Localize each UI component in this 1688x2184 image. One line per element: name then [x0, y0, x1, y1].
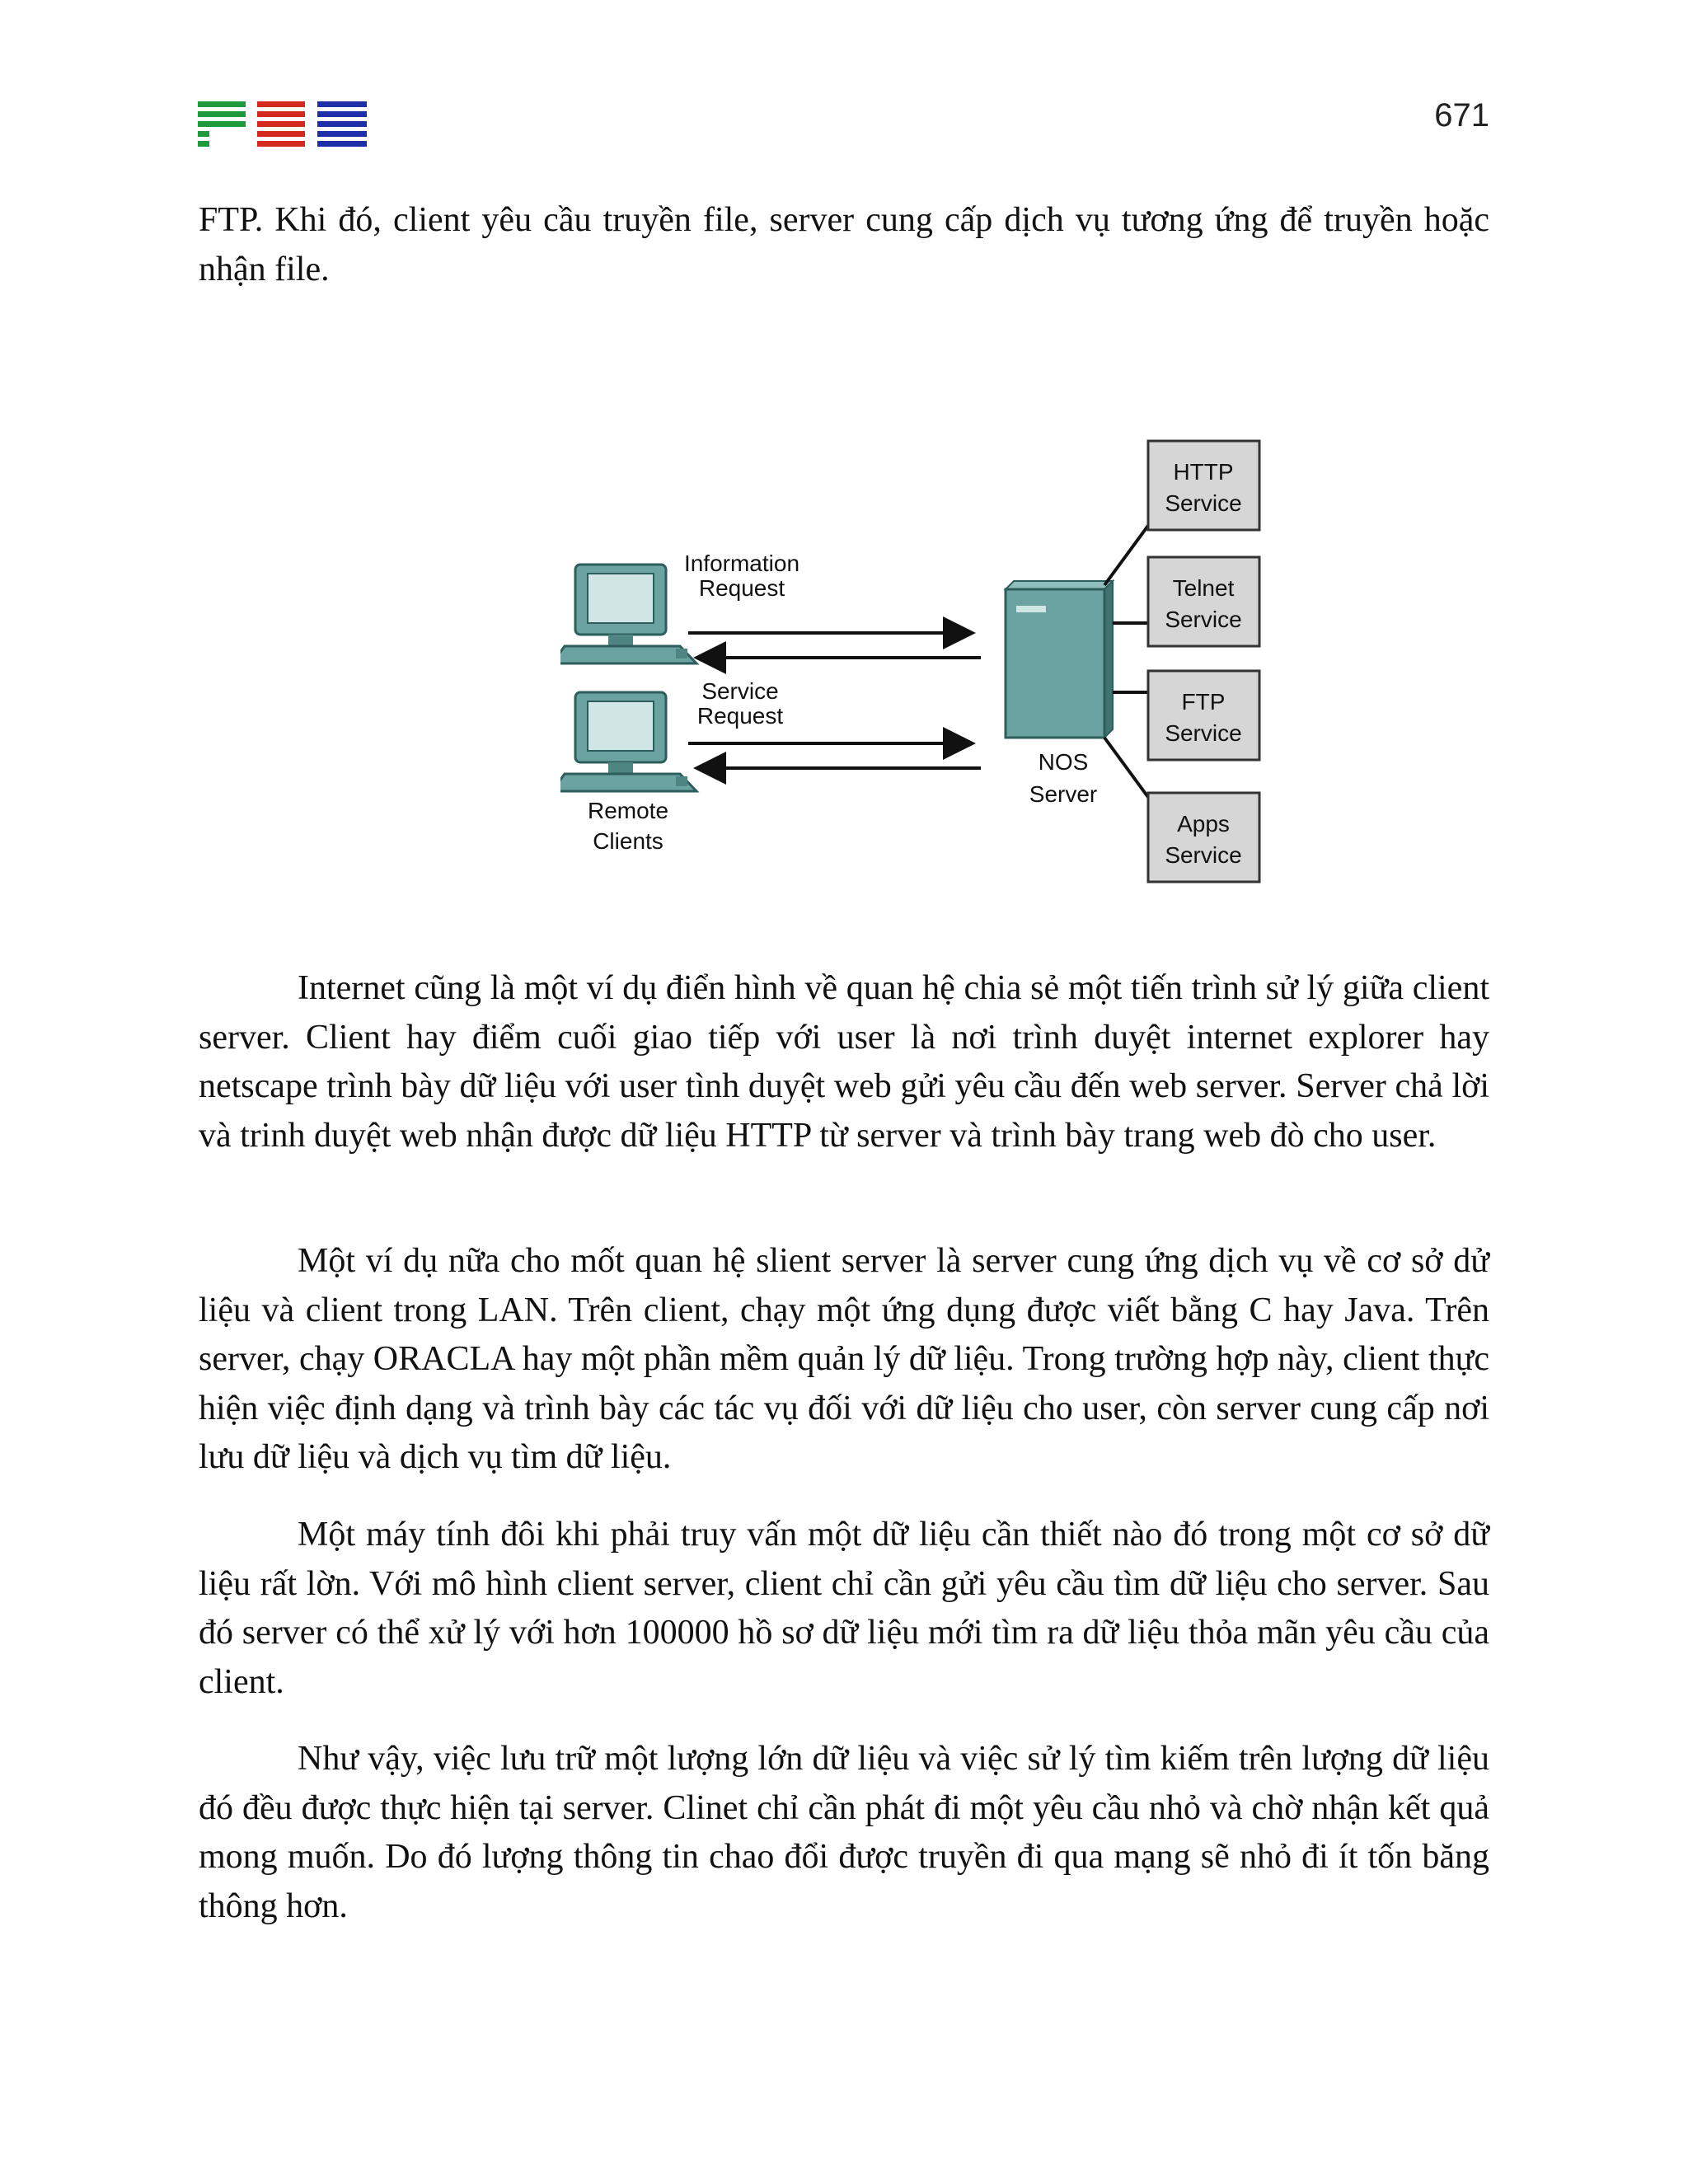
info-request-label: Information: [683, 551, 800, 576]
client-computer-icon: [560, 692, 696, 791]
svg-text:Service: Service: [1165, 607, 1242, 632]
svg-text:FTP: FTP: [1181, 689, 1226, 715]
pnh-logo: [198, 101, 367, 147]
service-request-label: Request: [696, 703, 784, 729]
paragraph-continuation: FTP. Khi đó, client yêu cầu truyền file, server cung cấp dịch vụ tương ứng để truyền hoặc nhận file.: [199, 201, 1489, 288]
ftp-service-box: [1148, 671, 1259, 760]
client-server-diagram: [560, 437, 1269, 890]
info-request-label: Request: [698, 575, 785, 601]
nos-server-label: Server: [1029, 781, 1098, 807]
apps-service-box: [1148, 793, 1259, 882]
svg-text:Apps: Apps: [1177, 811, 1230, 837]
svg-text:Service: Service: [1165, 842, 1242, 868]
svg-text:Service: Service: [1165, 490, 1242, 516]
paragraph-query: Một máy tính đôi khi phải truy vấn một dữ liệu cần thiết nào đó trong một cơ sở dữ liệu rất lờn. Với mô hình client server, client chỉ cần gửi yêu cầu tìm dữ liệu cho server. Sau đó server có thể xử lý với hơn 100000 hồ sơ dữ liệu mới tìm ra dữ liệu thỏa mãn yêu cầu của client.: [199, 1516, 1489, 1701]
http-service-box: [1148, 441, 1259, 530]
service-request-label: Service: [701, 678, 779, 704]
client-computer-icon: [560, 565, 696, 663]
svg-text:HTTP: HTTP: [1173, 459, 1234, 485]
nos-server-label: NOS: [1038, 749, 1089, 775]
paragraph-internet: Internet cũng là một ví dụ điển hình về quan hệ chia sẻ một tiến trình sử lý giữa client server. Client hay điểm cuối giao tiếp với user là nơi trình duyệt internet explorer hay netscape trình bày dữ liệu với user tình duyệt web gửi yêu cầu đến web server. Server chả lời và trinh duyệt web nhận được dữ liệu HTTP từ server và trình bày trang web đò cho user.: [199, 969, 1489, 1155]
paragraph-summary: Như vậy, việc lưu trữ một lượng lớn dữ liệu và việc sử lý tìm kiếm trên lượng dữ liệu đó đều được thực hiện tại server. Clinet chỉ cần phát đi một yêu cầu nhỏ và chờ nhận kết quả mong muốn. Do đó lượng thông tin chao đổi được truyền đi qua mạng sẽ nhỏ đi ít tốn băng thông hơn.: [199, 1740, 1489, 1925]
telnet-service-box: [1148, 557, 1259, 646]
remote-clients-label: Remote: [587, 798, 669, 823]
page-number: 671: [1434, 97, 1489, 134]
svg-text:Telnet: Telnet: [1172, 575, 1235, 601]
paragraph-database: Một ví dụ nữa cho mốt quan hệ slient server là server cung ứng dịch vụ về cơ sở dử liệu và client trong LAN. Trên client, chạy một ứng dụng được viết bằng C hay Java. Trên server, chạy ORACLA hay một phần mềm quản lý dữ liệu. Trong trường hợp này, client thực hiện việc định dạng và trình bày các tác vụ đối với dữ liệu cho user, còn server cung cấp nơi lưu dữ liệu và dịch vụ tìm dữ liệu.: [199, 1242, 1489, 1476]
server-icon: [1006, 581, 1113, 738]
remote-clients-label: Clients: [593, 828, 663, 854]
svg-text:Service: Service: [1165, 720, 1242, 746]
